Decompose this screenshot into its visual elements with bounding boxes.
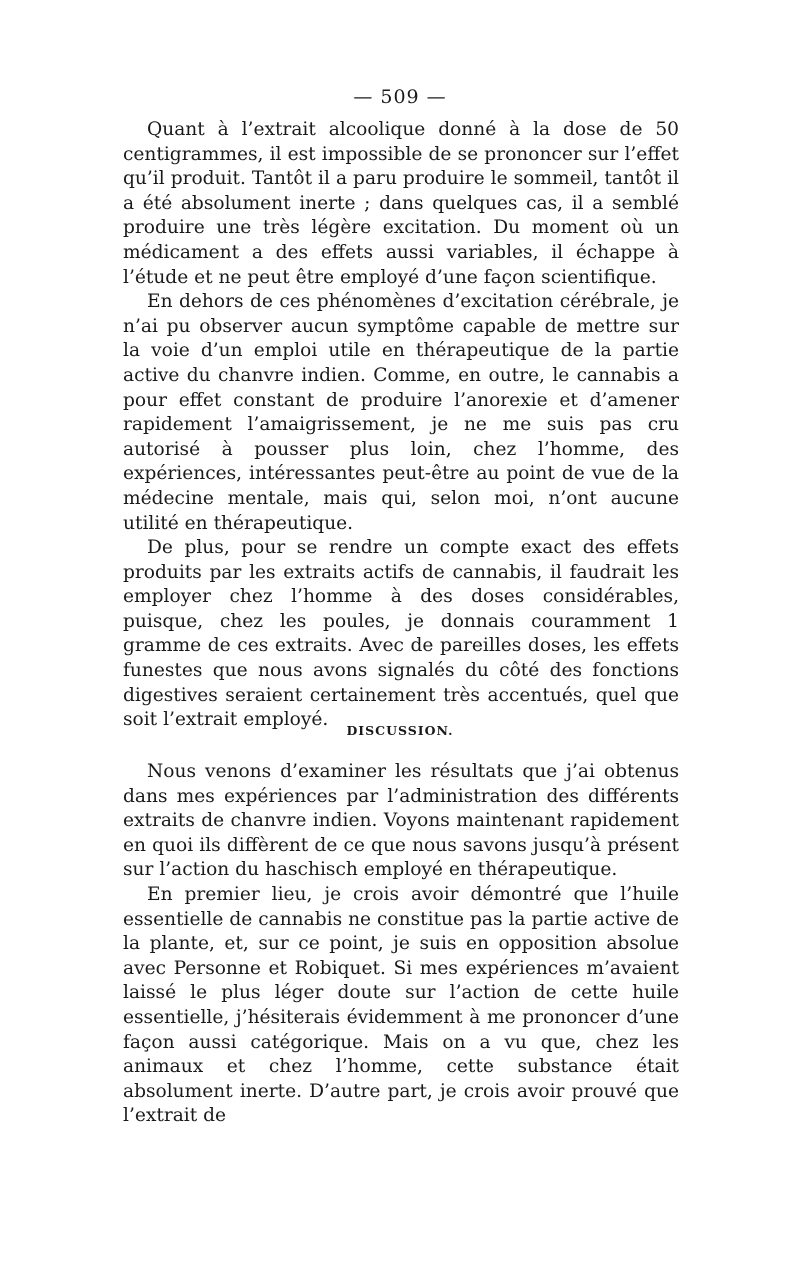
paragraph-doses: De plus, pour se rendre un compte exact des effets produits par les extraits actifs de cannabis, il faudrait les employer chez l’homme à des doses considérables, puisque, chez les poules, je donnais couramment 1 gramme de ces extraits. Avec de pareilles doses, les effets funestes que nous avons signalés du côté des fonctions digestives seraient certainement très accentués, quel que soit l’extrait employé. [123,537,679,731]
paragraph-essential-oil: En premier lieu, je crois avoir démontré que l’huile essentielle de cannabis ne constitue pas la partie active de la plante, et, sur ce point, je suis en opposition absolue avec Personne et Robiquet. Si mes expériences m’avaient laissé le plus léger doute sur l’action de cette huile essentielle, j’hésiterais évidemment à me prononcer d’une façon aussi catégorique. Mais on a vu que, chez les animaux et chez l’homme, cette substance était absolument inerte. D’autre part, je crois avoir prouvé que l’extrait de [123,883,679,1127]
text-block-upper [123,118,679,733]
paragraph-cerebral-excitation: En dehors de ces phénomènes d’excitation cérébrale, je n’ai pu observer aucun symptôme capable de mettre sur la voie d’un emploi utile en thérapeutique de la partie active du chanvre indien. Comme, en outre, le cannabis a pour effet constant de produire l’anorexie et d’amener rapidement l’amaigrissement, je ne me suis pas cru autorisé à pousser plus loin, chez l’homme, des expériences, intéressantes peut-être au point de vue de la médecine mentale, mais qui, selon moi, n’ont aucune utilité en thérapeutique. [123,291,679,534]
page-number: — 509 — [353,86,447,108]
paragraph-discussion-intro: Nous venons d’examiner les résultats que j’ai obtenus dans mes expériences par l’administration des différents extraits de chanvre indien. Voyons maintenant rapidement en quoi ils diffèrent de ce que nous savons jusqu’à présent sur l’action du haschisch employé en thérapeutique. [123,761,679,881]
text-block-lower [123,760,679,1129]
paragraph-alcoholic-extract: Quant à l’extrait alcoolique donné à la dose de 50 centigrammes, il est impossible de se prononcer sur l’effet qu’il produit. Tantôt il a paru produire le sommeil, tantôt il a été absolument inerte ; dans quelques cas, il a semblé produire une très légère excitation. Du moment où un médicament a des effets aussi variables, il échappe à l’étude et ne peut être employé d’une façon scientifique. [123,119,679,288]
section-heading-discussion: DISCUSSION. [346,723,454,738]
